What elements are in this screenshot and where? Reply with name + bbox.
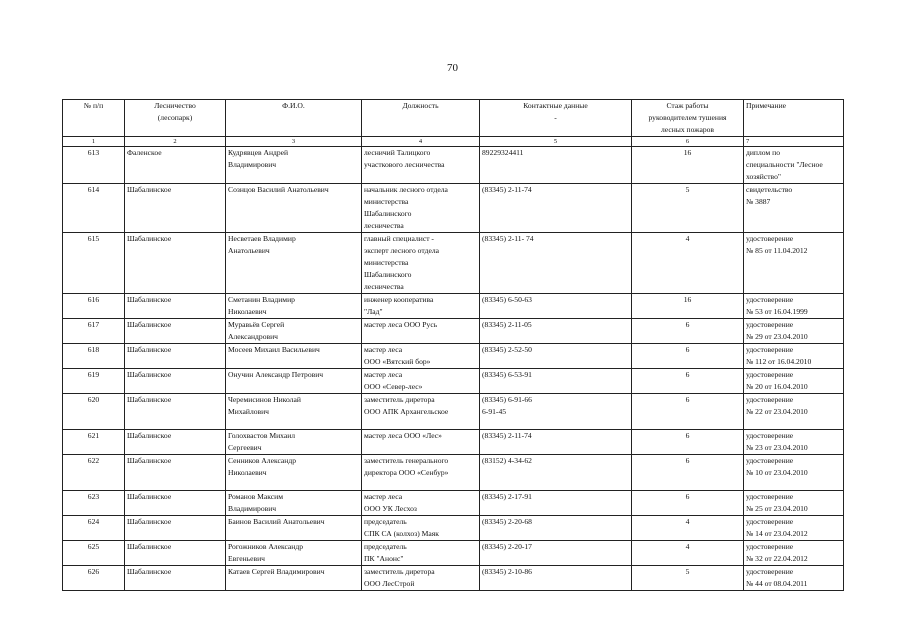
cell-contacts: (83152) 4-34-62 — [480, 455, 632, 491]
header-full-name: Ф.И.О. — [226, 100, 362, 137]
cell-experience: 5 — [632, 566, 744, 591]
cell-forestry: Шабалинское — [125, 541, 226, 566]
cell-experience: 6 — [632, 394, 744, 430]
cell-position: лесничий Талицкого участкового лесничества — [362, 147, 480, 184]
cell-forestry: Шабалинское — [125, 294, 226, 319]
cell-experience: 4 — [632, 516, 744, 541]
cell-full-name: Катаев Сергей Владимирович — [226, 566, 362, 591]
cell-note: удостоверение № 85 от 11.04.2012 — [744, 233, 844, 294]
header-forestry: Лесничество (лесопарк) — [125, 100, 226, 137]
header-note: Примечание — [744, 100, 844, 137]
cell-forestry: Шабалинское — [125, 394, 226, 430]
cell-contacts: (83345) 2-20-17 — [480, 541, 632, 566]
cell-full-name: Несветаев Владимир Анатольевич — [226, 233, 362, 294]
cell-full-name: Сенников Александр Николаевич — [226, 455, 362, 491]
cell-full-name: Сметанин Владимир Николаевич — [226, 294, 362, 319]
table-body — [63, 147, 844, 591]
cell-experience: 16 — [632, 294, 744, 319]
table-row — [63, 369, 844, 394]
cell-note: удостоверение № 44 от 08.04.2011 — [744, 566, 844, 591]
cell-forestry: Шабалинское — [125, 233, 226, 294]
cell-position: начальник лесного отдела министерства Шабалинского лесничества — [362, 184, 480, 233]
cell-contacts: (83345) 2-11-74 — [480, 430, 632, 455]
column-number: 1 — [63, 137, 125, 147]
table-row — [63, 147, 844, 184]
cell-experience: 5 — [632, 184, 744, 233]
cell-position: председатель СПК СА (колхоз) Маяк — [362, 516, 480, 541]
cell-note: удостоверение № 112 от 16.04.2010 — [744, 344, 844, 369]
column-number: 4 — [362, 137, 480, 147]
table-row — [63, 430, 844, 455]
cell-position: мастер леса ООО УК Лесхоз — [362, 491, 480, 516]
cell-full-name: Черемисинов Николай Михайлович — [226, 394, 362, 430]
cell-experience: 6 — [632, 344, 744, 369]
cell-forestry: Шабалинское — [125, 344, 226, 369]
cell-note: удостоверение № 14 от 23.04.2012 — [744, 516, 844, 541]
cell-forestry: Шабалинское — [125, 184, 226, 233]
cell-experience: 6 — [632, 319, 744, 344]
cell-forestry: Фаленское — [125, 147, 226, 184]
page-number: 70 — [447, 62, 458, 74]
cell-forestry: Шабалинское — [125, 455, 226, 491]
column-number: 2 — [125, 137, 226, 147]
cell-note: удостоверение № 23 от 23.04.2010 — [744, 430, 844, 455]
cell-number: 623 — [63, 491, 125, 516]
cell-number: 616 — [63, 294, 125, 319]
cell-note: удостоверение № 10 от 23.04.2010 — [744, 455, 844, 491]
column-number-row — [63, 137, 844, 147]
header-number: № п/п — [63, 100, 125, 137]
table-row — [63, 233, 844, 294]
cell-forestry: Шабалинское — [125, 369, 226, 394]
cell-forestry: Шабалинское — [125, 566, 226, 591]
cell-position: главный специалист - эксперт лесного отдела министерства Шабалинского лесничества — [362, 233, 480, 294]
table-row — [63, 516, 844, 541]
cell-contacts: 89229324411 — [480, 147, 632, 184]
cell-number: 614 — [63, 184, 125, 233]
table-row — [63, 491, 844, 516]
cell-forestry: Шабалинское — [125, 319, 226, 344]
cell-experience: 6 — [632, 491, 744, 516]
cell-full-name: Мосеев Михаил Васильевич — [226, 344, 362, 369]
cell-full-name: Кудрявцев Андрей Владимирович — [226, 147, 362, 184]
cell-note: удостоверение № 29 от 23.04.2010 — [744, 319, 844, 344]
column-number: 7 — [744, 137, 844, 147]
cell-number: 621 — [63, 430, 125, 455]
cell-contacts: (83345) 2-52-50 — [480, 344, 632, 369]
table-row — [63, 455, 844, 491]
table-header-row — [63, 100, 844, 137]
table-row — [63, 566, 844, 591]
cell-contacts: (83345) 2-20-68 — [480, 516, 632, 541]
cell-contacts: (83345) 6-50-63 — [480, 294, 632, 319]
cell-position: мастер леса ООО «Вятский бор» — [362, 344, 480, 369]
cell-forestry: Шабалинское — [125, 491, 226, 516]
header-experience: Стаж работы руководителем тушения лесных пожаров — [632, 100, 744, 137]
table-row — [63, 394, 844, 430]
cell-experience: 6 — [632, 455, 744, 491]
cell-forestry: Шабалинское — [125, 430, 226, 455]
cell-number: 624 — [63, 516, 125, 541]
cell-note: диплом по специальности "Лесное хозяйство" — [744, 147, 844, 184]
forestry-staff-table — [62, 99, 844, 591]
table-row — [63, 184, 844, 233]
cell-full-name: Онучин Александр Петрович — [226, 369, 362, 394]
cell-full-name: Баинов Василий Анатольевич — [226, 516, 362, 541]
cell-full-name: Сознцов Василий Анатольевич — [226, 184, 362, 233]
cell-note: удостоверение № 25 от 23.04.2010 — [744, 491, 844, 516]
table-row — [63, 294, 844, 319]
cell-experience: 6 — [632, 430, 744, 455]
header-contacts: Контактные данные - — [480, 100, 632, 137]
cell-position: мастер леса ООО Русь — [362, 319, 480, 344]
cell-experience: 4 — [632, 233, 744, 294]
cell-contacts: (83345) 6-53-91 — [480, 369, 632, 394]
cell-position: инженер кооператива "Лад" — [362, 294, 480, 319]
cell-contacts: (83345) 2-11- 74 — [480, 233, 632, 294]
table-row — [63, 344, 844, 369]
cell-number: 613 — [63, 147, 125, 184]
cell-position: мастер леса ООО «Север-лес» — [362, 369, 480, 394]
cell-contacts: (83345) 2-11-05 — [480, 319, 632, 344]
cell-full-name: Романов Максим Владимирович — [226, 491, 362, 516]
cell-number: 622 — [63, 455, 125, 491]
table-row — [63, 541, 844, 566]
cell-position: председатель ПК "Анонс" — [362, 541, 480, 566]
cell-experience: 16 — [632, 147, 744, 184]
cell-note: удостоверение № 20 от 16.04.2010 — [744, 369, 844, 394]
cell-experience: 4 — [632, 541, 744, 566]
cell-position: заместитель диретора ООО ЛесСтрой — [362, 566, 480, 591]
cell-contacts: (83345) 2-10-86 — [480, 566, 632, 591]
cell-full-name: Муравьёв Сергей Александрович — [226, 319, 362, 344]
cell-position: мастер леса ООО «Лес» — [362, 430, 480, 455]
column-number: 6 — [632, 137, 744, 147]
cell-note: удостоверение № 32 от 22.04.2012 — [744, 541, 844, 566]
cell-number: 626 — [63, 566, 125, 591]
table-row — [63, 319, 844, 344]
cell-experience: 6 — [632, 369, 744, 394]
cell-note: удостоверение № 22 от 23.04.2010 — [744, 394, 844, 430]
cell-number: 619 — [63, 369, 125, 394]
cell-position: заместитель генерального директора ООО «Сенбур» — [362, 455, 480, 491]
cell-full-name: Рогожников Александр Евгеньевич — [226, 541, 362, 566]
cell-number: 615 — [63, 233, 125, 294]
cell-note: свидетельство № 3887 — [744, 184, 844, 233]
cell-position: заместитель диретора ООО АПК Архангельское — [362, 394, 480, 430]
header-position: Должность — [362, 100, 480, 137]
cell-number: 618 — [63, 344, 125, 369]
cell-note: удостоверение № 53 от 16.04.1999 — [744, 294, 844, 319]
cell-contacts: (83345) 2-11-74 — [480, 184, 632, 233]
cell-forestry: Шабалинское — [125, 516, 226, 541]
cell-contacts: (83345) 6-91-66 6-91-45 — [480, 394, 632, 430]
column-number: 3 — [226, 137, 362, 147]
cell-number: 625 — [63, 541, 125, 566]
column-number: 5 — [480, 137, 632, 147]
cell-contacts: (83345) 2-17-91 — [480, 491, 632, 516]
cell-number: 620 — [63, 394, 125, 430]
cell-full-name: Голохвастов Михаил Сергеевич — [226, 430, 362, 455]
cell-number: 617 — [63, 319, 125, 344]
